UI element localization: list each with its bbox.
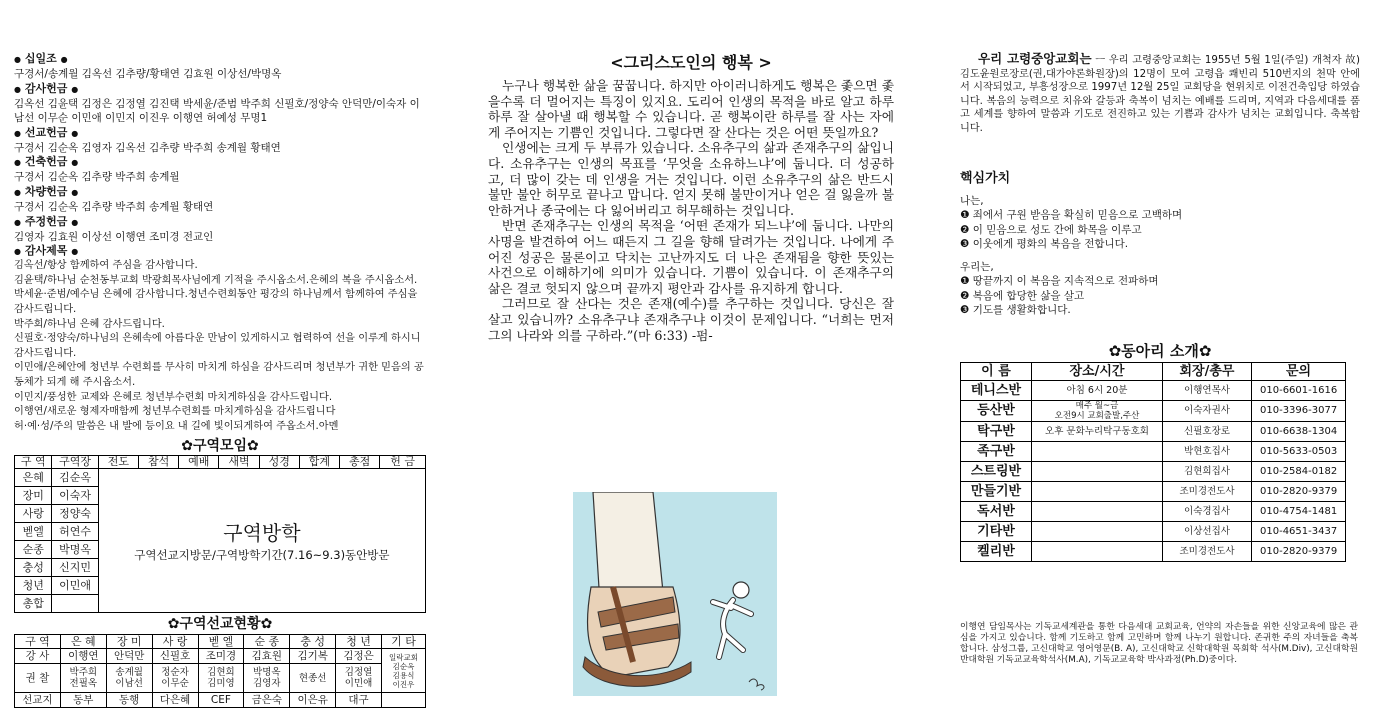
table-header-row [961,362,1346,380]
mission-row-label: 권 찰 [15,664,61,693]
mission-cell: 박명옥 김영자 [244,664,290,693]
district-leader: 신지민 [52,559,98,577]
core-group-label: 나는, [960,194,984,207]
club-name: 족구반 [961,441,1032,461]
table-row [961,441,1346,461]
mission-title: ✿구역선교현황✿ [167,616,273,633]
mission-cell [382,693,426,708]
mission-cell-line: 김순옥 [392,661,415,671]
mission-cell: CEF [198,693,244,708]
essay-body [488,78,894,343]
thanks-item: 신필호·정양숙/하나님의 은혜속에 아름다운 만남이 있게하시고 협력하여 선을 이루게 하시니 감사드립니다. [14,333,421,359]
table-row [961,461,1346,481]
table-header: 참석 [138,456,178,469]
club-phone: 010-2820-9379 [1252,541,1346,561]
district-leader: 이민애 [52,577,98,595]
mission-cell-line: 김용식 [392,670,415,680]
core-item: ❸ 이웃에게 평화의 복음을 전합니다. [960,238,1129,251]
offering-section [14,52,426,82]
club-name: 스트링반 [961,461,1032,481]
district-leader: 허연수 [52,523,98,541]
table-row [15,664,426,693]
mission-cell: 동행 [106,693,152,708]
table-header: 장 미 [106,635,152,649]
mission-cell: 현종선 [290,664,336,693]
mission-row-label: 선교지 [15,693,61,708]
club-person: 이행연목사 [1163,380,1252,400]
club-place [1032,521,1163,541]
mission-cell: 금은숙 [244,693,290,708]
church-intro-lead: 우리 고령중앙교회는 [978,51,1092,66]
club-name: 켈리반 [961,541,1032,561]
mission-cell: 안덕만 [106,649,152,664]
district-name: 장미 [15,487,52,505]
mission-cell: 정순자 이무순 [152,664,198,693]
thanks-section [14,244,426,434]
table-header: 이 름 [961,362,1032,380]
district-name: 은혜 [15,469,52,487]
table-header: 구역장 [52,456,98,469]
core-item: ❶ 땅끝까지 이 복음을 지속적으로 전파하며 [960,275,1159,288]
club-person: 이숙경집사 [1163,501,1252,521]
table-header: 전도 [98,456,138,469]
club-place: 매주 월~금 오전9시 교회출발,주산 [1032,400,1163,421]
table-row [961,481,1346,501]
table-row [15,649,426,664]
offering-names: 구경서 김순옥 김추량 박주희 송계월 [14,171,180,184]
offering-names: 구경서 김순옥 김추량 박주희 송계월 황태연 [14,200,214,213]
core-group-label: 우리는, [960,260,994,273]
thanks-item: 이민지/풍성한 교제와 은혜로 청년부수련회 마치게하심을 감사드립니다. [14,391,333,403]
offering-title: ● 차량헌금 ● [14,184,79,198]
essay-paragraph: 그러므로 잘 산다는 것은 존재(예수)를 추구하는 것입니다. 당신은 잘 살고 있습니까? 소유추구냐 존재추구냐 이것이 문제입니다. “너희는 먼저 그의 나라와 의를 구하라.”(마 6:33) -펌- [488,296,894,343]
mission-cell: 김현희 김미영 [198,664,244,693]
offering-title: ● 감사헌금 ● [14,81,79,95]
club-place: 오후 문화누리탁구동호회 [1032,421,1163,441]
thanks-item: 이민애/은혜안에 청년부 수련회를 무사히 마치게 하심을 감사드리며 청년부가 귀한 믿음의 공동체가 되게 해 주시옵소서. [14,362,424,388]
club-person: 조미경전도사 [1163,541,1252,561]
club-phone: 010-4754-1481 [1252,501,1346,521]
table-header: 예배 [179,456,219,469]
table-row [961,380,1346,400]
table-header: 헌 금 [380,456,426,469]
pastor-profile: 이행연 담임목사는 기독교세계관을 통한 다음세대 교회교육, 언약의 자손들을 위한 신앙교육에 많은 관심을 가지고 있습니다. 함께 기도하고 함께 고민하며 함께 나누기 원합니다. 존귀한 주의 자녀들을 축복합니다. 삼성그룹, 고신대학교 영어영문(B. A), 고신대학교 신학대학원 목회학 석사(M.Div), 고신대학원반대학원 기독교교육학석사(M.A), 기독교교육학 박사과정(Ph.D)중이다. [960,622,1358,665]
offering-names: 구경서/송계월 김옥선 김추량/황태연 김효원 이상선/박명옥 [14,68,282,80]
mission-table [14,634,426,708]
sandal-illustration [573,492,777,696]
thanks-title: ● 감사제목 ● [14,244,79,258]
mission-cell: 동부 [60,693,106,708]
right-column [960,52,1360,562]
club-person: 이숙자권사 [1163,400,1252,421]
core-item: ❸ 기도를 생활화합니다. [960,304,1071,317]
offering-names: 김옥선 김윤택 김정은 김정열 김진택 박세윤/준범 박주희 신필호/정양숙 안덕만/이숙자 이남선 이무순 이민애 이민지 이진우 이행연 허예성 무명1 [14,97,420,125]
club-title: ✿동아리 소개✿ [1108,341,1212,360]
district-notice-main: 구역방학 [223,520,301,545]
mission-cell: 박주희 전필옥 [60,664,106,693]
table-header: 기 타 [382,635,426,649]
mission-cell: 송계월 이남선 [106,664,152,693]
core-values-title: 핵심가치 [960,170,1011,186]
club-name: 탁구반 [961,421,1032,441]
mission-cell: 조미경 [198,649,244,664]
club-name: 등산반 [961,400,1032,421]
mission-cell: 김정은 [336,649,382,664]
mission-cell-line: 이진우 [392,679,415,689]
thanks-item: 박주희/하나님 은혜 감사드립니다. [14,318,165,330]
table-header-row [15,456,426,469]
offering-section [14,82,426,126]
mission-cell: 이은유 [290,693,336,708]
district-table [14,455,426,613]
offering-section [14,185,426,215]
offering-title: ● 선교헌금 ● [14,125,79,139]
table-header: 총점 [340,456,380,469]
club-place [1032,441,1163,461]
club-person: 이상선집사 [1163,521,1252,541]
club-name: 테니스반 [961,380,1032,400]
table-row [961,541,1346,561]
middle-column [488,52,894,343]
offering-names: 김영자 김효원 이상선 이행연 조미경 전교인 [14,230,214,243]
district-leader: 정양숙 [52,505,98,523]
table-header: 새벽 [219,456,259,469]
district-leader: 박명옥 [52,541,98,559]
club-person: 신필호장로 [1163,421,1252,441]
club-name: 기타반 [961,521,1032,541]
club-place [1032,501,1163,521]
district-name: 충성 [15,559,52,577]
mission-cell: 이행연 [60,649,106,664]
table-header: 합계 [299,456,339,469]
offering-names: 구경서 김순옥 김영자 김옥선 김추량 박주희 송계월 황태연 [14,141,281,154]
mission-cell-other [382,649,426,693]
table-header: 문의 [1252,362,1346,380]
table-header: 벧 엘 [198,635,244,649]
table-row [15,469,426,487]
thanks-item: 이행연/새로운 형제자매함께 청년부수련회를 마치게하심을 감사드립니다 [14,406,336,418]
mission-cell: 대구 [336,693,382,708]
table-header: 사 랑 [152,635,198,649]
essay-paragraph: 인생에는 크게 두 부류가 있습니다. 소유추구의 삶과 존재추구의 삶입니다. 소유추구는 인생의 목표를 ‘무엇을 소유하느냐’에 둡니다. 더 성공하고, 더 많이 갖는 데 인생을 거는 것입니다. 이런 소유추구의 삶은 반드시 불만 불안 허무로 끝나고 맙니다. 얻지 못해 불만이거나 얻은 걸 잃을까 불안하거나 종국에는 다 잃어버리고 허무해하는 것입니다. [488,140,894,218]
table-header: 순 종 [244,635,290,649]
thanks-item: 박세윤·준범/예수님 은혜에 감사합니다.청년수련회동안 평강의 하나님께서 함께하여 주심을 감사드립니다. [14,289,418,315]
offering-section [14,126,426,156]
district-leader: 김순옥 [52,469,98,487]
thanks-item: 김옥선/항상 함께하여 주심을 감사합니다. [14,260,198,272]
district-leader: 이숙자 [52,487,98,505]
table-header: 회장/총무 [1163,362,1252,380]
club-place [1032,481,1163,501]
table-header: 구 역 [15,635,61,649]
thanks-item: 허·예·성/주의 말씀은 내 발에 등이요 내 길에 빛이되게하여 주옵소서.아멘 [14,420,339,432]
mission-cell: 김기복 [290,649,336,664]
essay-paragraph: 반면 존재추구는 인생의 목적을 ‘어떤 존재가 되느냐’에 둡니다. 나만의 사명을 발견하여 어느 때든지 그 길을 향해 달려가는 것입니다. 나에게 주어진 성공은 물론이고 닥치는 고난까지도 더 나은 존재됨을 향한 뜻있는 사건으로 이해하기에 의미가 있습니다. 기쁨이 있습니다. 이 존재추구의 삶은 결코 헛되지 않으며 끝까지 평안과 감사를 유지하게 합니다. [488,218,894,296]
thanks-list [14,259,426,434]
table-header: 충 성 [290,635,336,649]
mission-cell: 다은혜 [152,693,198,708]
club-place: 아침 6시 20분 [1032,380,1163,400]
church-intro-body: ㅡ 우리 고령중앙교회는 1955년 5월 1일(주일) 개척자 故)김도윤원로장로(권,대가야론화원장)의 12명이 모여 고령읍 쾌빈리 510번지의 천막 안에서 시작되었고, 부흥성장으로 1997년 12월 25일 교회당을 현위치로 이전건축입당 하였습니다. 복음의 능력으로 치유와 갈등과 축복이 넘치는 예배를 드리며, 지역과 다음세대를 품고 세계를 향하여 말씀과 기도로 전진하고 있는 기쁨과 감사가 넘치는 교회입니다. 축복합니다. [960,55,1360,134]
core-item: ❷ 복음에 합당한 삶을 살고 [960,289,1085,302]
club-phone: 010-5633-0503 [1252,441,1346,461]
club-phone: 010-6638-1304 [1252,421,1346,441]
club-name: 만들기반 [961,481,1032,501]
table-header: 은 혜 [60,635,106,649]
club-phone: 010-6601-1616 [1252,380,1346,400]
mission-cell: 김정열 이민애 [336,664,382,693]
offering-section [14,215,426,245]
table-row [961,400,1346,421]
district-notice [98,469,425,613]
mission-cell-line: 일락교회 [389,652,418,662]
club-person: 조미경전도사 [1163,481,1252,501]
table-row [15,693,426,708]
club-phone: 010-2584-0182 [1252,461,1346,481]
district-title: ✿구역모임✿ [181,438,259,455]
left-column [14,52,426,708]
mission-cell: 김효원 [244,649,290,664]
table-header: 장소/시간 [1032,362,1163,380]
club-person: 박현호집사 [1163,441,1252,461]
sandal-running-figure-icon [573,492,777,696]
table-row [961,501,1346,521]
club-place [1032,461,1163,481]
table-header: 구 역 [15,456,52,469]
thanks-item: 김윤택/하나님 순천동부교회 박광희목사님에게 기적을 주시옵소서.은혜의 복을 주시옵소서. [14,274,418,286]
club-phone: 010-3396-3077 [1252,400,1346,421]
club-phone: 010-2820-9379 [1252,481,1346,501]
table-header: 성경 [259,456,299,469]
district-name: 사랑 [15,505,52,523]
core-values [960,194,1360,318]
district-name: 벧엘 [15,523,52,541]
core-item: ❷ 이 믿음으로 성도 간에 화목을 이루고 [960,223,1142,236]
offerings-list [14,52,426,244]
district-name: 순종 [15,541,52,559]
essay-title: <그리스도인의 행복 > [610,53,772,72]
offering-title: ● 십일조 ● [14,52,68,65]
essay-paragraph: 누구나 행복한 삶을 꿈꿉니다. 하지만 아이러니하게도 행복은 좇으면 좇을수록 더 멀어지는 특징이 있지요. 도리어 인생의 목적을 바로 알고 하루하루 잘 살아낼 때 행복할 수 있습니다. 곧 행복이란 하루를 잘 사는 자에게 주어지는 기쁨인 것입니다. 그렇다면 잘 산다는 것은 어떤 뜻일까요? [488,78,894,140]
club-place [1032,541,1163,561]
church-intro [960,52,1360,136]
table-header: 청 년 [336,635,382,649]
table-row [961,421,1346,441]
table-row [961,521,1346,541]
offering-title: ● 주정헌금 ● [14,214,79,228]
offering-title: ● 건축헌금 ● [14,155,79,169]
district-leader [52,595,98,613]
table-header-row [15,635,426,649]
mission-cell: 신필호 [152,649,198,664]
club-name: 독서반 [961,501,1032,521]
club-phone: 010-4651-3437 [1252,521,1346,541]
club-table [960,362,1346,562]
offering-section [14,155,426,185]
club-person: 김현희집사 [1163,461,1252,481]
district-name: 총합 [15,595,52,613]
district-notice-sub: 구역선교지방문/구역방학기간(7.16~9.3)동안방문 [134,547,390,562]
district-name: 청년 [15,577,52,595]
mission-row-label: 강 사 [15,649,61,664]
core-item: ❶ 죄에서 구원 받음을 확실히 믿음으로 고백하며 [960,209,1183,222]
